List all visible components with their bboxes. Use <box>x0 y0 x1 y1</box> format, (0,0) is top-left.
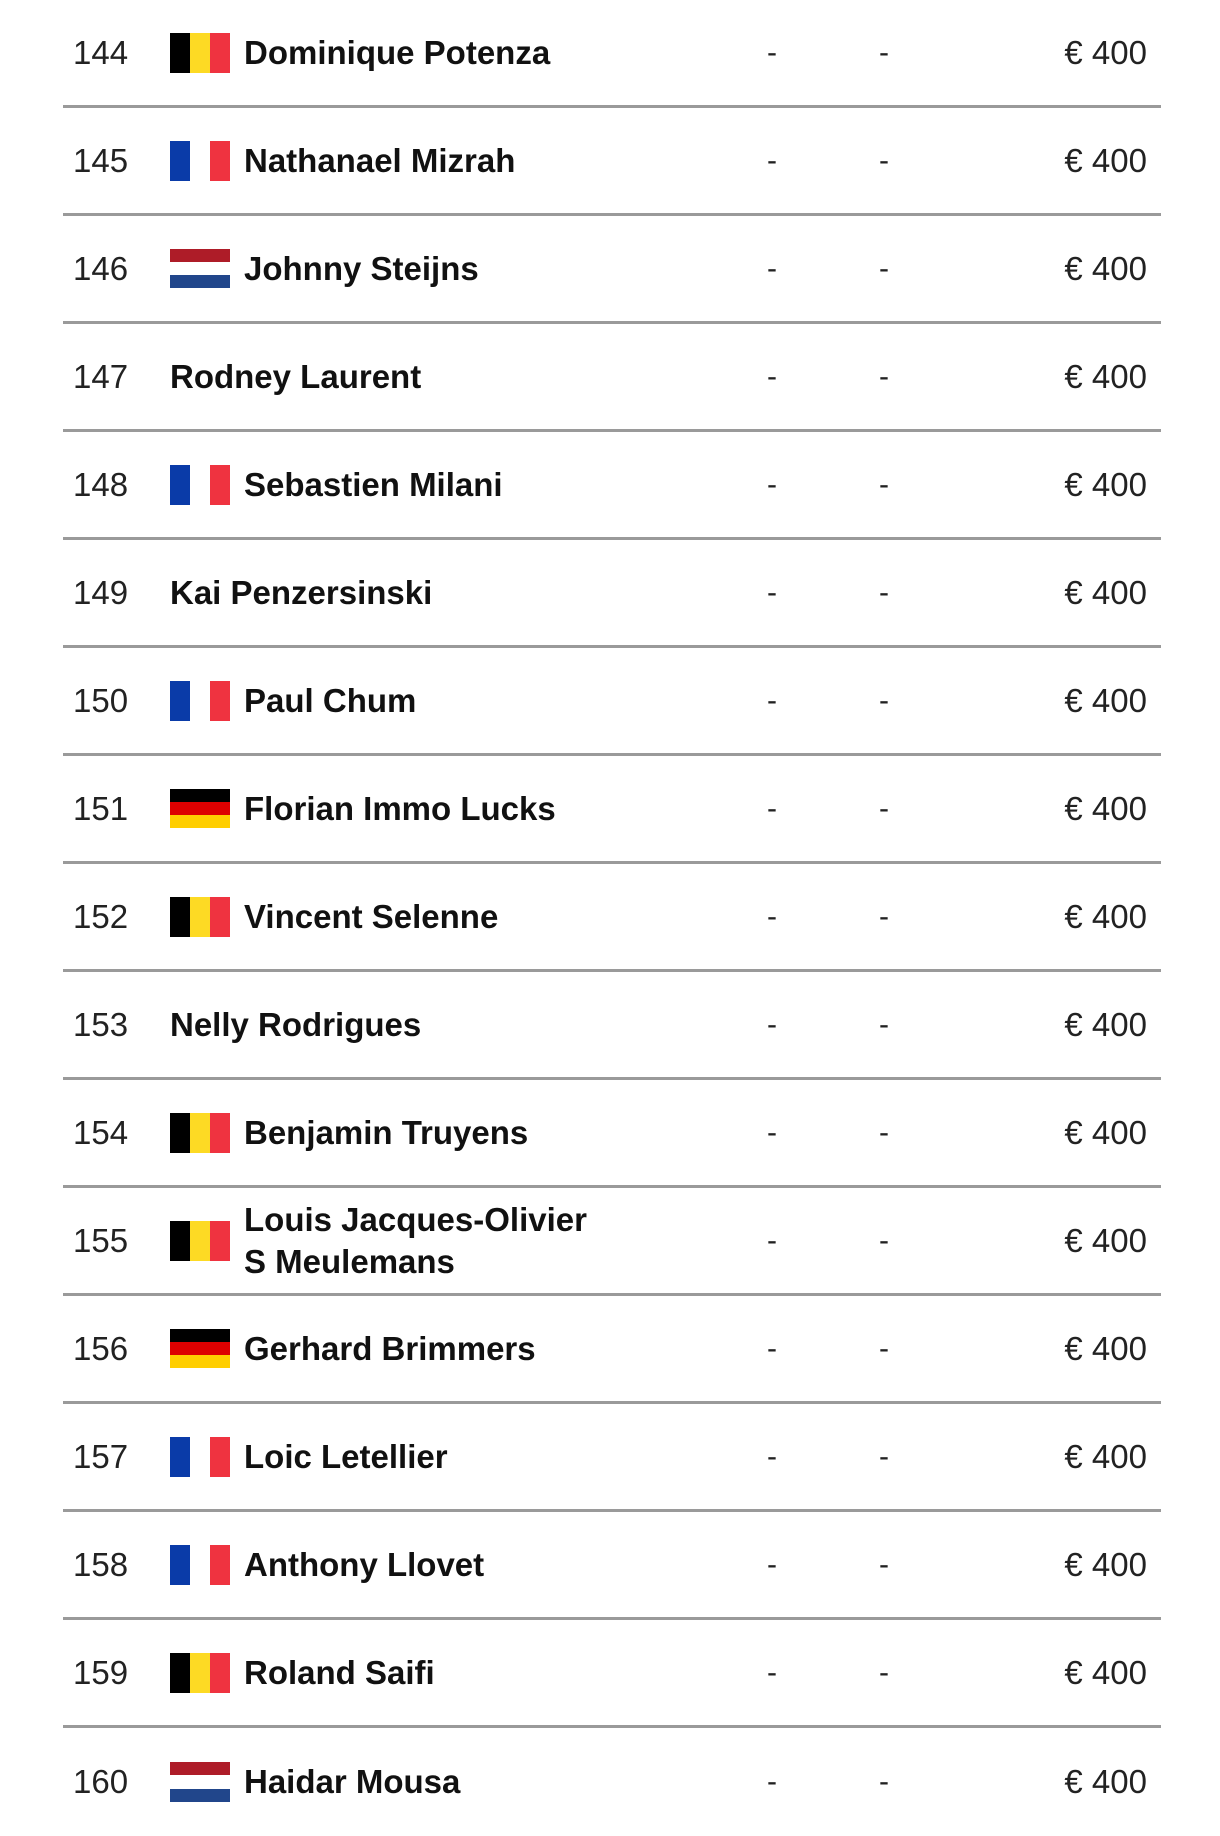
prize-amount: € 400 <box>1064 1545 1147 1583</box>
column-a-value: - <box>767 1765 777 1798</box>
belgium-flag-icon <box>170 897 230 937</box>
flag-band <box>190 33 210 73</box>
column-a-value: - <box>767 791 777 825</box>
column-b-value: - <box>879 575 889 609</box>
player-name[interactable]: Haidar Mousa <box>244 1763 461 1801</box>
rank-number: 146 <box>73 249 129 287</box>
flag-band <box>170 249 230 262</box>
player-name[interactable]: Nathanael Mizrah <box>244 141 516 179</box>
player-name[interactable]: Florian Immo Lucks <box>244 789 556 827</box>
flag-band <box>190 1653 210 1693</box>
table-row[interactable] <box>63 756 1161 864</box>
player-cell <box>170 216 479 321</box>
column-a-value: - <box>767 1655 777 1689</box>
rank-number: 153 <box>73 1005 129 1043</box>
column-b-value: - <box>879 791 889 825</box>
prize-amount: € 400 <box>1064 1113 1147 1151</box>
column-a-value: - <box>767 1223 777 1257</box>
rank-number: 145 <box>73 141 129 179</box>
table-row[interactable] <box>63 432 1161 540</box>
flag-band <box>190 897 210 937</box>
flag-band <box>170 681 190 721</box>
belgium-flag-icon <box>170 1113 230 1153</box>
player-cell <box>170 324 421 429</box>
player-name[interactable]: Anthony Llovet <box>244 1545 485 1583</box>
flag-band <box>170 262 230 275</box>
table-row[interactable] <box>63 1620 1161 1728</box>
player-name[interactable]: Louis Jacques-Olivier S Meulemans <box>244 1201 587 1280</box>
flag-band <box>190 1113 210 1153</box>
table-row[interactable] <box>63 216 1161 324</box>
flag-band <box>170 1762 230 1775</box>
player-name[interactable]: Benjamin Truyens <box>244 1113 529 1151</box>
flag-band <box>210 1653 230 1693</box>
belgium-flag-icon <box>170 1221 230 1261</box>
column-a-value: - <box>767 143 777 177</box>
player-cell <box>170 1188 604 1293</box>
flag-band <box>170 33 190 73</box>
flag-band <box>170 1775 230 1788</box>
player-cell <box>170 1404 448 1509</box>
player-name[interactable]: Loic Letellier <box>244 1437 448 1475</box>
column-b-value: - <box>879 1007 889 1041</box>
flag-band <box>190 465 210 505</box>
player-cell <box>170 1728 460 1836</box>
prize-amount: € 400 <box>1064 357 1147 395</box>
rank-number: 149 <box>73 573 129 611</box>
flag-band <box>210 1545 230 1585</box>
rank-number: 144 <box>73 33 129 71</box>
column-a-value: - <box>767 359 777 393</box>
france-flag-icon <box>170 141 230 181</box>
netherlands-flag-icon <box>170 1762 230 1802</box>
player-name[interactable]: Roland Saifi <box>244 1653 435 1691</box>
player-name[interactable]: Nelly Rodrigues <box>170 1005 422 1043</box>
flag-band <box>210 1437 230 1477</box>
column-a-value: - <box>767 251 777 285</box>
player-name[interactable]: Dominique Potenza <box>244 33 551 71</box>
rank-number: 159 <box>73 1653 129 1691</box>
flag-band <box>170 1329 230 1342</box>
ranking-table <box>63 0 1161 1836</box>
flag-band <box>210 681 230 721</box>
prize-amount: € 400 <box>1064 573 1147 611</box>
rank-number: 151 <box>73 789 129 827</box>
rank-number: 147 <box>73 357 129 395</box>
player-cell <box>170 1080 528 1185</box>
flag-band <box>170 1113 190 1153</box>
netherlands-flag-icon <box>170 249 230 289</box>
column-a-value: - <box>767 467 777 501</box>
prize-amount: € 400 <box>1064 141 1147 179</box>
column-a-value: - <box>767 899 777 933</box>
flag-band <box>170 1789 230 1802</box>
column-b-value: - <box>879 359 889 393</box>
table-row[interactable] <box>63 108 1161 216</box>
table-row[interactable] <box>63 1728 1161 1836</box>
prize-amount: € 400 <box>1064 1221 1147 1259</box>
flag-band <box>170 897 190 937</box>
column-b-value: - <box>879 1439 889 1473</box>
prize-amount: € 400 <box>1064 1329 1147 1367</box>
column-b-value: - <box>879 1547 889 1581</box>
flag-band <box>170 1355 230 1368</box>
player-cell <box>170 540 432 645</box>
flag-band <box>170 1653 190 1693</box>
flag-band <box>170 1545 190 1585</box>
rank-number: 157 <box>73 1437 129 1475</box>
flag-band <box>210 33 230 73</box>
prize-amount: € 400 <box>1064 681 1147 719</box>
player-cell <box>170 108 515 213</box>
flag-band <box>210 141 230 181</box>
column-a-value: - <box>767 1115 777 1149</box>
player-name[interactable]: Kai Penzersinski <box>170 573 433 611</box>
rank-number: 156 <box>73 1329 129 1367</box>
player-cell <box>170 0 550 105</box>
table-row[interactable] <box>63 864 1161 972</box>
flag-band <box>170 802 230 815</box>
prize-amount: € 400 <box>1064 33 1147 71</box>
player-name[interactable]: Paul Chum <box>244 681 417 719</box>
player-cell <box>170 756 556 861</box>
flag-band <box>210 897 230 937</box>
flag-band <box>170 465 190 505</box>
flag-band <box>190 681 210 721</box>
prize-amount: € 400 <box>1064 1437 1147 1475</box>
france-flag-icon <box>170 1545 230 1585</box>
rank-number: 158 <box>73 1545 129 1583</box>
flag-band <box>210 465 230 505</box>
column-b-value: - <box>879 467 889 501</box>
column-b-value: - <box>879 683 889 717</box>
player-cell <box>170 972 421 1077</box>
rank-number: 150 <box>73 681 129 719</box>
flag-band <box>190 1437 210 1477</box>
column-b-value: - <box>879 899 889 933</box>
belgium-flag-icon <box>170 33 230 73</box>
player-cell <box>170 1512 484 1617</box>
player-name[interactable]: Rodney Laurent <box>170 357 422 395</box>
flag-band <box>170 1221 190 1261</box>
table-row[interactable] <box>63 1296 1161 1404</box>
column-b-value: - <box>879 1331 889 1365</box>
flag-band <box>210 1113 230 1153</box>
player-name[interactable]: Sebastien Milani <box>244 465 503 503</box>
player-name[interactable]: Johnny Steijns <box>244 249 479 287</box>
column-b-value: - <box>879 251 889 285</box>
germany-flag-icon <box>170 1329 230 1369</box>
rank-number: 154 <box>73 1113 129 1151</box>
table-row[interactable] <box>63 1188 1161 1296</box>
player-cell <box>170 648 416 753</box>
flag-band <box>170 1437 190 1477</box>
prize-amount: € 400 <box>1064 897 1147 935</box>
player-cell <box>170 432 503 537</box>
rank-number: 155 <box>73 1221 129 1259</box>
column-a-value: - <box>767 1439 777 1473</box>
prize-amount: € 400 <box>1064 1005 1147 1043</box>
table-row[interactable] <box>63 1512 1161 1620</box>
column-b-value: - <box>879 35 889 69</box>
column-b-value: - <box>879 1115 889 1149</box>
rank-number: 160 <box>73 1763 129 1800</box>
prize-amount: € 400 <box>1064 465 1147 503</box>
column-b-value: - <box>879 1655 889 1689</box>
flag-band <box>190 1545 210 1585</box>
column-b-value: - <box>879 143 889 177</box>
flag-band <box>190 1221 210 1261</box>
prize-amount: € 400 <box>1064 249 1147 287</box>
table-row[interactable] <box>63 324 1161 432</box>
flag-band <box>170 275 230 288</box>
flag-band <box>170 789 230 802</box>
prize-amount: € 400 <box>1064 1653 1147 1691</box>
rank-number: 152 <box>73 897 129 935</box>
flag-band <box>190 141 210 181</box>
table-row[interactable] <box>63 0 1161 108</box>
prize-amount: € 400 <box>1064 1763 1147 1800</box>
column-b-value: - <box>879 1765 889 1798</box>
prize-amount: € 400 <box>1064 789 1147 827</box>
player-cell <box>170 1296 536 1401</box>
flag-band <box>210 1221 230 1261</box>
flag-band <box>170 815 230 828</box>
table-row[interactable] <box>63 1404 1161 1512</box>
france-flag-icon <box>170 1437 230 1477</box>
france-flag-icon <box>170 681 230 721</box>
flag-band <box>170 141 190 181</box>
rank-number: 148 <box>73 465 129 503</box>
table-row[interactable] <box>63 540 1161 648</box>
column-a-value: - <box>767 1331 777 1365</box>
belgium-flag-icon <box>170 1653 230 1693</box>
column-a-value: - <box>767 35 777 69</box>
france-flag-icon <box>170 465 230 505</box>
column-a-value: - <box>767 575 777 609</box>
column-a-value: - <box>767 683 777 717</box>
flag-band <box>170 1342 230 1355</box>
column-a-value: - <box>767 1007 777 1041</box>
column-b-value: - <box>879 1223 889 1257</box>
table-row[interactable] <box>63 972 1161 1080</box>
germany-flag-icon <box>170 789 230 829</box>
table-row[interactable] <box>63 1080 1161 1188</box>
player-cell <box>170 1620 435 1725</box>
column-a-value: - <box>767 1547 777 1581</box>
player-name[interactable]: Gerhard Brimmers <box>244 1329 536 1367</box>
player-name[interactable]: Vincent Selenne <box>244 897 499 935</box>
player-cell <box>170 864 498 969</box>
table-row[interactable] <box>63 648 1161 756</box>
